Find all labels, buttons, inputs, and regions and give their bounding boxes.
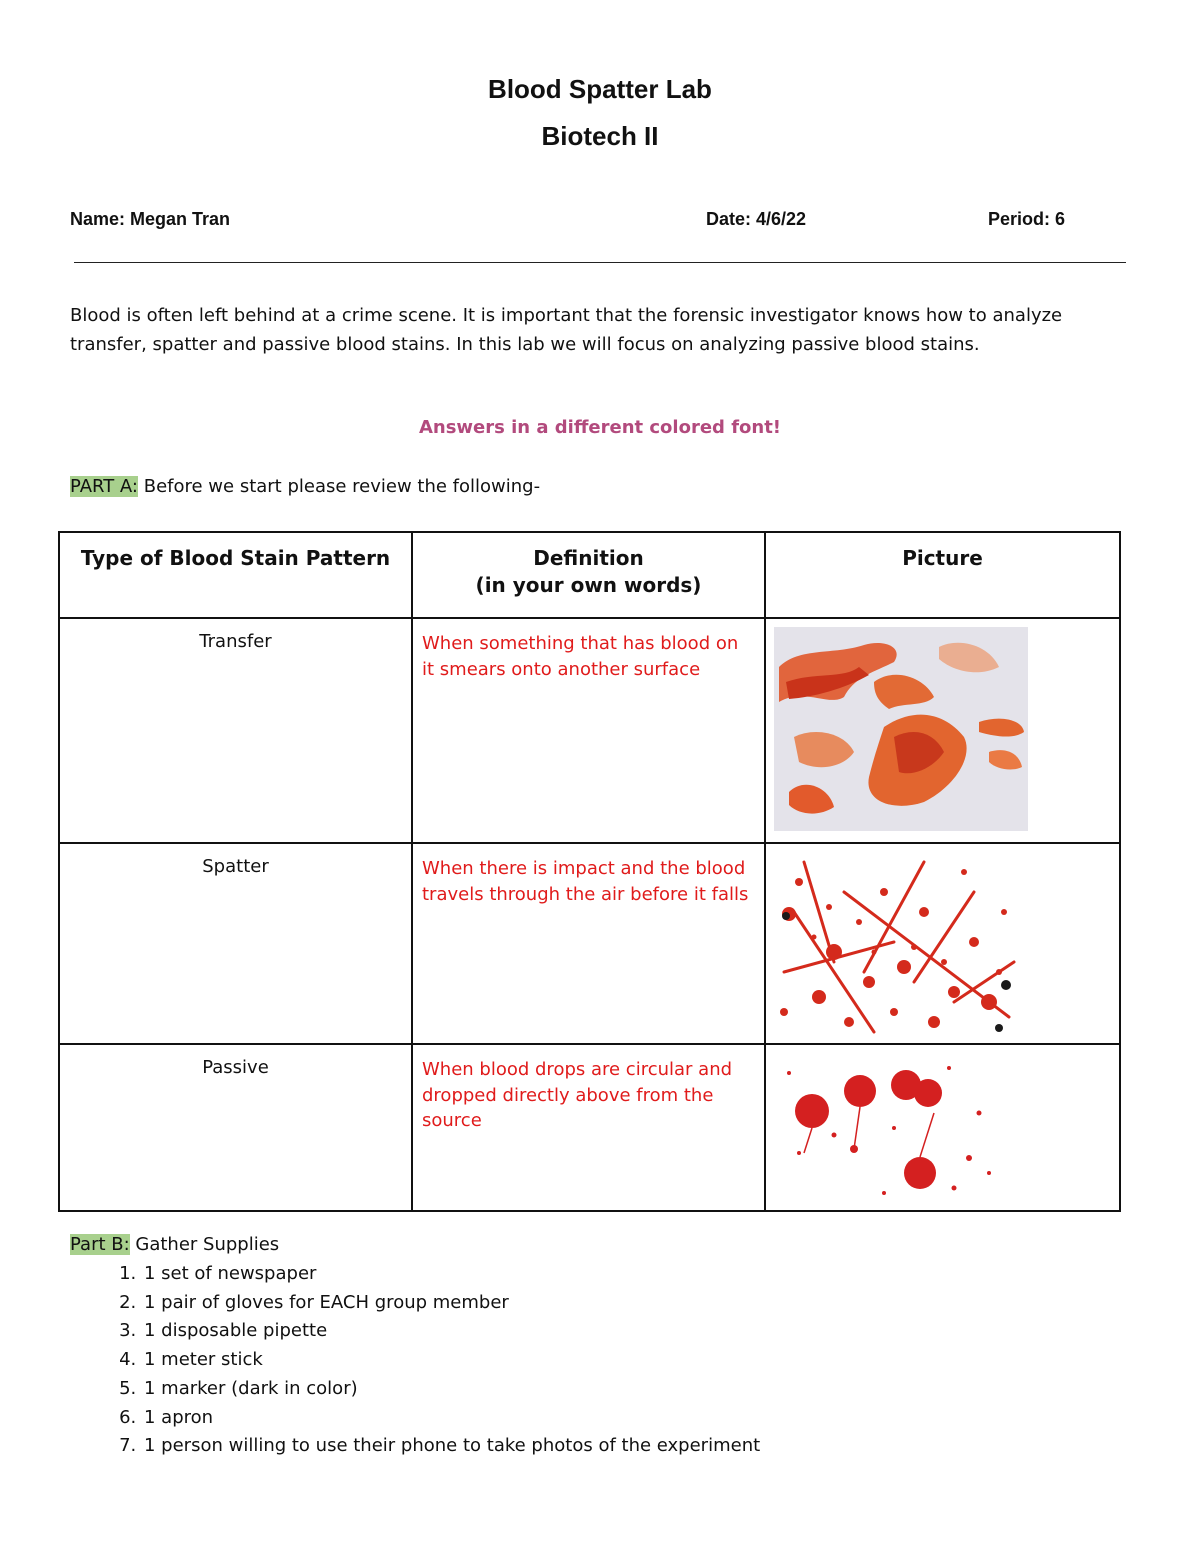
- list-item: 4. 1 meter stick: [142, 1346, 760, 1375]
- spatter-stain-image: [774, 852, 1016, 1036]
- row-picture-transfer: [765, 618, 1120, 843]
- row-definition-transfer: When something that has blood on it smears onto another surface: [412, 618, 765, 843]
- supplies-list: [104, 1260, 760, 1461]
- list-item: 6. 1 apron: [142, 1404, 760, 1433]
- list-item: 2. 1 pair of gloves for EACH group member: [142, 1289, 760, 1318]
- row-type-spatter: Spatter: [59, 843, 412, 1044]
- doc-subtitle: Biotech II: [541, 121, 659, 151]
- header-divider: [74, 262, 1126, 263]
- table-row: [59, 843, 1120, 1044]
- date-field: Date: 4/6/22: [706, 209, 807, 229]
- row-type-passive: Passive: [59, 1044, 412, 1211]
- col-header-picture: Picture: [765, 532, 1120, 618]
- list-item: 3. 1 disposable pipette: [142, 1317, 760, 1346]
- answers-note: Answers in a different colored font!: [418, 417, 782, 438]
- row-definition-passive: When blood drops are circular and dropped directly above from the source: [412, 1044, 765, 1211]
- table-header-row: [59, 532, 1120, 618]
- period-field: Period: 6: [988, 209, 1066, 229]
- col-header-type: Type of Blood Stain Pattern: [59, 532, 412, 618]
- part-a-text: Before we start please review the following-: [138, 476, 541, 497]
- transfer-stain-image: [774, 627, 1028, 831]
- part-b-text: Gather Supplies: [129, 1234, 280, 1255]
- part-b-heading: [70, 1234, 279, 1255]
- col-header-definition: [412, 532, 765, 618]
- col-header-definition-main: Definition: [533, 546, 644, 570]
- row-type-transfer: Transfer: [59, 618, 412, 843]
- part-b-label: Part B:: [70, 1234, 130, 1255]
- intro-paragraph: Blood is often left behind at a crime scene. It is important that the forensic investigator knows how to analyze transfer, spatter and passive blood stains. In this lab we will focus on analyzing passive blood stains.: [70, 305, 1063, 355]
- doc-title: Blood Spatter Lab: [488, 74, 712, 104]
- part-a-heading: [70, 476, 540, 497]
- table-row: [59, 618, 1120, 843]
- col-header-definition-sub: (in your own words): [475, 573, 702, 597]
- list-item: 7. 1 person willing to use their phone to take photos of the experiment: [142, 1432, 760, 1461]
- list-item: 1. 1 set of newspaper: [142, 1260, 760, 1289]
- row-picture-spatter: [765, 843, 1120, 1044]
- part-a-label: PART A:: [70, 476, 138, 497]
- passive-stain-image: [774, 1053, 1006, 1203]
- blood-stain-table: [58, 531, 1121, 1212]
- list-item: 5. 1 marker (dark in color): [142, 1375, 760, 1404]
- row-picture-passive: [765, 1044, 1120, 1211]
- table-row: [59, 1044, 1120, 1211]
- row-definition-spatter: When there is impact and the blood travels through the air before it falls: [412, 843, 765, 1044]
- name-field: Name: Megan Tran: [70, 209, 231, 229]
